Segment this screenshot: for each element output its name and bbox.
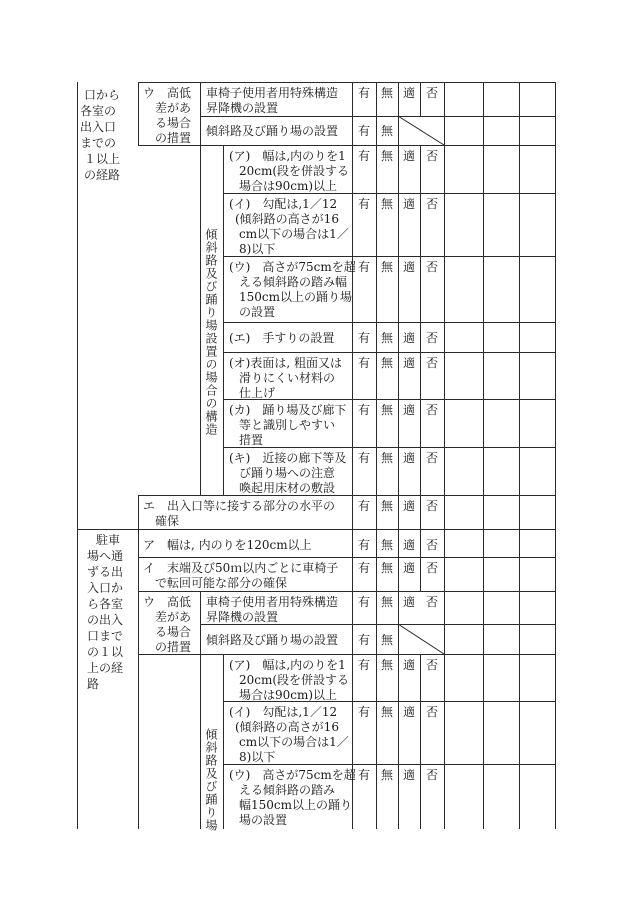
mark-ok: 適 bbox=[402, 705, 415, 719]
mark-yes: 有 bbox=[357, 595, 370, 609]
mark-no: 無 bbox=[380, 197, 393, 211]
category-line: 駐車 bbox=[96, 533, 121, 547]
mark-ng: 否 bbox=[425, 260, 438, 274]
mark-yes: 有 bbox=[357, 561, 370, 575]
category-line: 口まで bbox=[87, 629, 124, 643]
mark-ng: 否 bbox=[425, 705, 438, 719]
mark-ok: 適 bbox=[402, 260, 415, 274]
label-line: る場合 bbox=[155, 116, 192, 130]
category-line: の経路 bbox=[84, 168, 121, 182]
item-line: (オ)表面は, 粗面又は bbox=[229, 356, 342, 370]
turn-item-line: イ 末端及び50ｍ以内ごとに車椅子 bbox=[143, 561, 339, 575]
label-line: 差があ bbox=[155, 101, 192, 115]
mark-no: 無 bbox=[380, 768, 393, 782]
item-line: (傾斜路の高さが16 bbox=[235, 212, 339, 226]
mark-yes: 有 bbox=[357, 356, 370, 370]
item-line: 20cm(段を併設する bbox=[239, 164, 350, 178]
mark-yes: 有 bbox=[357, 197, 370, 211]
item-line: 場合は90cm)以上 bbox=[239, 688, 338, 702]
mark-no: 無 bbox=[380, 331, 393, 345]
mark-ng: 否 bbox=[425, 451, 438, 465]
item-line: 喚起用床材の敷設 bbox=[239, 481, 336, 495]
mark-ok: 適 bbox=[402, 451, 415, 465]
mark-no: 無 bbox=[380, 538, 393, 552]
mark-ok: 適 bbox=[402, 356, 415, 370]
mark-no: 無 bbox=[380, 658, 393, 672]
mark-ok: 適 bbox=[402, 595, 415, 609]
item-line: 滑りにくい材料の bbox=[239, 371, 336, 385]
lift-item-line: 車椅子使用者用特殊構造 bbox=[206, 595, 339, 609]
mark-yes: 有 bbox=[357, 124, 370, 138]
slope-setting-item: 傾斜路及び踊り場の設置 bbox=[206, 124, 339, 138]
category-line: ずる出 bbox=[87, 565, 124, 579]
mark-ok: 適 bbox=[402, 561, 415, 575]
label-line: ウ 高低 bbox=[143, 86, 192, 100]
item-line: 場の設置 bbox=[239, 813, 288, 827]
label-line: 差があ bbox=[155, 610, 192, 624]
mark-no: 無 bbox=[380, 451, 393, 465]
mark-no: 無 bbox=[380, 149, 393, 163]
category-line: 各室の bbox=[80, 104, 117, 118]
item-line: 幅150cm以上の踊り bbox=[239, 798, 353, 812]
category-line: 路 bbox=[87, 677, 100, 691]
mark-yes: 有 bbox=[357, 149, 370, 163]
mark-yes: 有 bbox=[357, 331, 370, 345]
mark-ok: 適 bbox=[402, 768, 415, 782]
item-line: 150cm以上の踊り場 bbox=[239, 290, 353, 304]
mark-ng: 否 bbox=[425, 595, 438, 609]
mark-ng: 否 bbox=[425, 538, 438, 552]
mark-ok: 適 bbox=[402, 403, 415, 417]
item-line: (キ) 近接の廊下等及 bbox=[229, 451, 347, 465]
mark-no: 無 bbox=[380, 561, 393, 575]
category-line: １以上 bbox=[84, 152, 121, 166]
mark-ng: 否 bbox=[425, 403, 438, 417]
item-line: cm以下の場合は1／ bbox=[239, 735, 349, 749]
mark-ng: 否 bbox=[425, 331, 438, 345]
mark-ng: 否 bbox=[425, 86, 438, 100]
mark-ng: 否 bbox=[425, 356, 438, 370]
item-line: 等と識別しやすい bbox=[239, 418, 336, 432]
item-line: える傾斜路の踏み bbox=[239, 783, 336, 797]
mark-yes: 有 bbox=[357, 403, 370, 417]
item-line: (カ) 踊り場及び廊下 bbox=[229, 403, 347, 417]
mark-no: 無 bbox=[380, 633, 393, 647]
mark-ng: 否 bbox=[425, 499, 438, 513]
mark-ng: 否 bbox=[425, 149, 438, 163]
item-line: (イ) 勾配は,1／12 bbox=[229, 197, 338, 211]
horizontal-item-line: エ 出入口等に接する部分の水平の bbox=[143, 499, 336, 513]
mark-ok: 適 bbox=[402, 658, 415, 672]
item-line: える傾斜路の踏み幅 bbox=[239, 275, 348, 289]
mark-yes: 有 bbox=[357, 705, 370, 719]
item-line: 場合は90cm)以上 bbox=[239, 179, 338, 193]
mark-ok: 適 bbox=[402, 331, 415, 345]
mark-yes: 有 bbox=[357, 260, 370, 274]
mark-yes: 有 bbox=[357, 499, 370, 513]
slope-setting-item: 傾斜路及び踊り場の設置 bbox=[206, 633, 339, 647]
lift-item-line: 昇降機の設置 bbox=[206, 101, 279, 115]
mark-no: 無 bbox=[380, 124, 393, 138]
label-line: の措置 bbox=[155, 131, 192, 145]
item-line: 措置 bbox=[239, 433, 264, 447]
item-line: (ア) 幅は,内のりを1 bbox=[229, 149, 346, 163]
lift-item-line: 車椅子使用者用特殊構造 bbox=[206, 86, 339, 100]
mark-yes: 有 bbox=[357, 768, 370, 782]
item-line: 8)以下 bbox=[239, 750, 276, 764]
mark-ok: 適 bbox=[402, 149, 415, 163]
mark-ok: 適 bbox=[402, 538, 415, 552]
category-line: 場へ通 bbox=[87, 549, 124, 563]
mark-no: 無 bbox=[380, 595, 393, 609]
slope-structure-label: 傾斜路及び踊り場設置の場合の構造 bbox=[204, 228, 218, 436]
mark-no: 無 bbox=[380, 356, 393, 370]
category-line: の１以 bbox=[87, 645, 124, 659]
category-line: 上の経 bbox=[87, 661, 124, 675]
mark-no: 無 bbox=[380, 260, 393, 274]
lift-item-line: 昇降機の設置 bbox=[206, 610, 279, 624]
item-line: (傾斜路の高さが16 bbox=[235, 720, 339, 734]
mark-no: 無 bbox=[380, 86, 393, 100]
item-line: 20cm(段を併設する bbox=[239, 673, 350, 687]
mark-ng: 否 bbox=[425, 768, 438, 782]
mark-yes: 有 bbox=[357, 538, 370, 552]
item-line: び踊り場への注意 bbox=[239, 466, 336, 480]
mark-no: 無 bbox=[380, 705, 393, 719]
item-line: (エ) 手すりの設置 bbox=[229, 331, 335, 345]
label-line: る場合 bbox=[155, 625, 192, 639]
category-line: 口から bbox=[84, 88, 121, 102]
item-line: 8)以下 bbox=[239, 242, 276, 256]
slope-structure-label: 傾斜路及び踊り場 bbox=[204, 728, 218, 832]
label-line: ウ 高低 bbox=[143, 595, 192, 609]
item-line: (ア) 幅は,内のりを1 bbox=[229, 658, 346, 672]
item-line: (ウ) 高さが75cmを超 bbox=[229, 768, 356, 782]
mark-ng: 否 bbox=[425, 561, 438, 575]
category-line: 出入口 bbox=[80, 120, 117, 134]
mark-yes: 有 bbox=[357, 658, 370, 672]
mark-no: 無 bbox=[380, 499, 393, 513]
mark-ok: 適 bbox=[402, 86, 415, 100]
mark-yes: 有 bbox=[357, 451, 370, 465]
item-line: cm以下の場合は1／ bbox=[239, 227, 349, 241]
mark-yes: 有 bbox=[357, 633, 370, 647]
mark-ok: 適 bbox=[402, 197, 415, 211]
category-line: の出入 bbox=[87, 613, 124, 627]
item-line: (ウ) 高さが75cmを超 bbox=[229, 260, 356, 274]
mark-no: 無 bbox=[380, 403, 393, 417]
item-line: の設置 bbox=[239, 305, 276, 319]
item-line: 仕上げ bbox=[239, 386, 276, 400]
mark-ng: 否 bbox=[425, 197, 438, 211]
item-line: (イ) 勾配は,1／12 bbox=[229, 705, 338, 719]
width-item: ア 幅は, 内のりを120cm以上 bbox=[143, 538, 312, 552]
mark-ng: 否 bbox=[425, 658, 438, 672]
category-line: ら各室 bbox=[87, 597, 124, 611]
turn-item-line: で転回可能な部分の確保 bbox=[155, 576, 288, 590]
mark-ok: 適 bbox=[402, 499, 415, 513]
category-line: までの bbox=[80, 136, 117, 150]
mark-yes: 有 bbox=[357, 86, 370, 100]
horizontal-item-line: 確保 bbox=[155, 514, 180, 528]
category-line: 入口か bbox=[87, 581, 124, 595]
label-line: の措置 bbox=[155, 640, 192, 654]
